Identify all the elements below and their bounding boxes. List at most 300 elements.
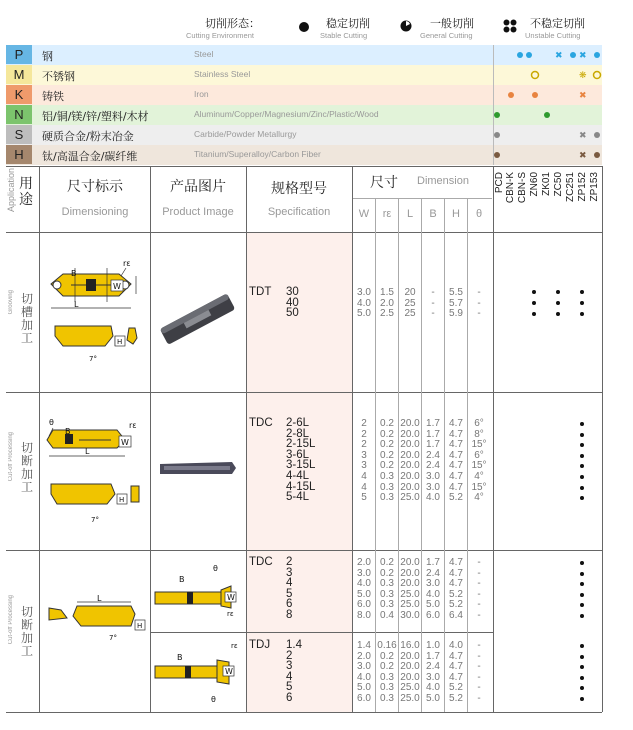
dimension-theta-column xyxy=(468,641,490,705)
dimension-value: 1.7 xyxy=(426,557,440,568)
spec-model: 3 xyxy=(286,566,293,579)
dimension-value: - xyxy=(477,661,481,673)
dimension-value: 4.0 xyxy=(426,492,440,504)
svg-text:✖: ✖ xyxy=(579,91,587,101)
dimensioning-en: Dimensioning xyxy=(61,206,129,218)
env-title: 切削形态： xyxy=(205,17,260,30)
dimension-value: 0.2 xyxy=(380,449,394,461)
label-re: rε xyxy=(231,642,238,650)
dimension-value: 0.2 xyxy=(380,557,394,568)
cutoff-insert-drawing xyxy=(41,410,149,540)
dimension-value: 3.0 xyxy=(426,481,440,493)
material-en: Steel xyxy=(194,49,214,59)
grade-zc251: ZC251 xyxy=(565,172,576,203)
dimension-value: 5.0 xyxy=(426,692,440,704)
label-theta: θ xyxy=(211,695,216,704)
dimension-value: 0.2 xyxy=(380,650,394,662)
dimension-value: 20.0 xyxy=(400,557,420,568)
dimension-value: - xyxy=(431,308,435,320)
dimension-b-column xyxy=(422,641,444,705)
dimensioning-cn: 尺寸标示 xyxy=(67,179,123,195)
specification-cn: 规格型号 xyxy=(271,181,327,197)
grade-available-dot xyxy=(580,614,584,618)
dimension-theta-column xyxy=(468,288,490,320)
dimension-value: 4° xyxy=(474,492,484,504)
dimension-value: 4.7 xyxy=(449,481,463,493)
dimension-value: 0.16 xyxy=(377,640,397,651)
dimension-value: 5.2 xyxy=(449,692,463,704)
dimension-value: 5.0 xyxy=(357,588,371,600)
section-en: Cut-off Processing xyxy=(8,432,14,482)
material-cn: 硬质合金/粉末冶金 xyxy=(42,130,134,143)
label-angle: 7° xyxy=(91,516,99,524)
dimension-value: 6.0 xyxy=(357,692,371,704)
dimension-value: 8.0 xyxy=(357,609,371,621)
material-letter: H xyxy=(6,145,32,164)
dimension-value: - xyxy=(477,692,481,704)
dimension-value: - xyxy=(477,297,481,309)
spec-model: 6 xyxy=(286,691,293,704)
material-en: Aluminum/Copper/Magnesium/Zinc/Plastic/Wood xyxy=(194,109,379,119)
grade-zn60: ZN60 xyxy=(529,172,540,197)
dimension-value: 0.3 xyxy=(380,492,394,504)
dimension-value: - xyxy=(431,287,435,298)
dimension-value: 20.0 xyxy=(400,650,420,662)
dimension-value: 1.7 xyxy=(426,650,440,662)
grade-available-dot xyxy=(580,290,584,294)
grade-cbn-k: CBN-K xyxy=(505,172,516,204)
env-stable: 稳定切削 xyxy=(326,17,370,30)
label-re: rε xyxy=(129,421,137,430)
dimension-value: 25.0 xyxy=(400,492,420,504)
dimension-value: 5.2 xyxy=(449,599,463,611)
dimension-h-column xyxy=(445,641,467,705)
dimension-value: 4.7 xyxy=(449,470,463,482)
grade-zc50: ZC50 xyxy=(553,172,564,197)
dimension-value: 0.3 xyxy=(380,682,394,694)
label-theta: θ xyxy=(213,564,218,573)
dimension-value: 0.2 xyxy=(380,567,394,579)
dimension-value: 20.0 xyxy=(400,567,420,579)
dimension-value: 15° xyxy=(471,439,487,451)
dimension-value: 20.0 xyxy=(400,449,420,461)
label-b: B xyxy=(179,575,185,584)
dimension-value: 3.0 xyxy=(357,661,371,673)
product-image-cn: 产品图片 xyxy=(170,179,226,195)
material-letter: M xyxy=(6,65,32,84)
env-general: 一般切削 xyxy=(430,17,474,30)
label-l: L xyxy=(85,447,90,456)
env-stable-en: Stable Cutting xyxy=(320,31,368,40)
grade-available-dot xyxy=(532,290,536,294)
dimension-value: 3 xyxy=(361,460,367,472)
env-unstable: 不稳定切削 xyxy=(530,17,585,30)
grade-available-dot xyxy=(532,301,536,305)
dimension-w-column xyxy=(353,641,375,705)
dimension-w-column xyxy=(353,558,375,622)
col-b: B xyxy=(429,208,437,220)
dimension-value: 4.7 xyxy=(449,567,463,579)
grade-available-dot xyxy=(580,593,584,597)
env-unstable-en: Unstable Cutting xyxy=(525,31,581,40)
grade-available-dot xyxy=(532,312,536,316)
section-en: Grooving xyxy=(8,290,14,315)
dimension-value: 2.4 xyxy=(426,661,440,673)
dimension-value: 20.0 xyxy=(400,671,420,683)
spec-model: 8 xyxy=(286,608,293,621)
dimension-value: 4 xyxy=(361,470,367,482)
dimension-value: 0.4 xyxy=(380,609,394,621)
dimension-value: 15° xyxy=(471,481,487,493)
dimension-value: 4.7 xyxy=(449,578,463,590)
dimension-value: 5.0 xyxy=(357,682,371,694)
dimension-value: 2 xyxy=(361,428,367,440)
dimension-value: 1.7 xyxy=(426,439,440,451)
label-re: rε xyxy=(227,610,234,618)
dimension-value: 4.7 xyxy=(449,671,463,683)
tdc-product-image xyxy=(156,458,240,480)
grade-available-dot xyxy=(580,312,584,316)
dimension-value: 1.7 xyxy=(426,418,440,429)
dimension-value: 20.0 xyxy=(400,578,420,590)
dimension-value: - xyxy=(477,588,481,600)
spec-model: 3-15L xyxy=(286,459,316,472)
dimension-value: 0.2 xyxy=(380,460,394,472)
col-re: rε xyxy=(382,208,392,220)
col-h: H xyxy=(452,208,460,220)
dimension-value: 4.0 xyxy=(357,578,371,590)
grade-available-dot xyxy=(580,676,584,680)
cutoff-blade-drawing xyxy=(41,590,149,650)
dimension-value: 4.7 xyxy=(449,661,463,673)
material-cn: 钛/高温合金/碳纤维 xyxy=(42,150,138,163)
grade-zp152: ZP152 xyxy=(577,172,588,202)
col-l: L xyxy=(406,208,414,220)
label-w: W xyxy=(121,438,129,447)
grade-available-dot xyxy=(580,475,584,479)
dimension-value: 5.9 xyxy=(449,308,463,320)
dimension-value: 3.0 xyxy=(426,578,440,590)
dimension-value: 6.4 xyxy=(449,609,463,621)
dimension-re-column xyxy=(376,288,398,320)
material-letter: P xyxy=(6,45,32,64)
label-l: L xyxy=(97,594,102,603)
dimension-cn: 尺寸 xyxy=(370,175,398,191)
application-cn: 用途 xyxy=(19,176,33,208)
dimension-value: 4 xyxy=(361,481,367,493)
grid-line xyxy=(150,166,151,712)
label-w: W xyxy=(113,282,121,291)
dimension-value: 5.2 xyxy=(449,492,463,504)
product-image-en: Product Image xyxy=(162,206,234,218)
dimension-value: 0.3 xyxy=(380,470,394,482)
grade-available-dot xyxy=(580,686,584,690)
label-re: rε xyxy=(123,259,131,268)
dimension-value: 2.5 xyxy=(380,308,394,320)
material-en: Stainless Steel xyxy=(194,69,251,79)
dimension-value: 3.0 xyxy=(426,470,440,482)
label-angle: 7° xyxy=(109,634,117,642)
grooving-insert-drawing xyxy=(41,244,149,389)
dimension-value: - xyxy=(477,578,481,590)
unstable-cutting-icon xyxy=(503,19,517,33)
label-b: B xyxy=(65,427,71,436)
dimension-value: 2 xyxy=(361,418,367,429)
grid-line xyxy=(602,166,603,712)
dimension-w-column xyxy=(353,419,375,504)
dimension-re-column xyxy=(376,419,398,504)
grade-available-dot xyxy=(580,486,584,490)
spec-series: TDJ xyxy=(249,639,271,651)
dimension-re-column xyxy=(376,558,398,622)
dimension-value: 2.4 xyxy=(426,567,440,579)
dimension-value: 4.7 xyxy=(449,449,463,461)
dimension-value: 1.5 xyxy=(380,287,394,298)
label-h: H xyxy=(117,338,123,346)
stable-cutting-icon xyxy=(299,22,309,32)
dimension-value: 3.0 xyxy=(426,671,440,683)
dimension-value: - xyxy=(477,557,481,568)
grade-available-dot xyxy=(580,496,584,500)
dimension-theta-column xyxy=(468,558,490,622)
dimension-value: 16.0 xyxy=(400,640,420,651)
dimension-w-column xyxy=(353,288,375,320)
dimension-value: - xyxy=(477,567,481,579)
general-cutting-icon xyxy=(400,20,412,32)
material-en: Carbide/Powder Metallurgy xyxy=(194,129,297,139)
dimension-b-column xyxy=(422,419,444,504)
dimension-value: 25.0 xyxy=(400,692,420,704)
dimension-value: 0.3 xyxy=(380,578,394,590)
dimension-value: 25.0 xyxy=(400,588,420,600)
spec-models xyxy=(286,640,302,704)
spec-model: 5-4L xyxy=(286,491,310,504)
label-angle: 7° xyxy=(89,355,97,363)
dimension-value: - xyxy=(431,297,435,309)
svg-text:✖: ✖ xyxy=(555,51,563,61)
spec-model: 4-4L xyxy=(286,469,310,482)
spec-model: 4 xyxy=(286,577,293,590)
dimension-value: 5.2 xyxy=(449,682,463,694)
dimension-value: 0.3 xyxy=(380,692,394,704)
dimension-value: - xyxy=(477,671,481,683)
dimension-theta-column xyxy=(468,419,490,504)
grid-line xyxy=(493,166,494,712)
dimension-value: 4.7 xyxy=(449,439,463,451)
grade-available-dot xyxy=(580,644,584,648)
dimension-value: 3 xyxy=(361,449,367,461)
dimension-value: - xyxy=(477,287,481,298)
material-en: Titanium/Superalloy/Carbon Fiber xyxy=(194,149,321,159)
dimension-b-column xyxy=(422,288,444,320)
dimension-value: 1.4 xyxy=(357,640,371,651)
dimension-value: 2.0 xyxy=(357,557,371,568)
dimension-value: 2.0 xyxy=(357,650,371,662)
dimension-value: 3.0 xyxy=(357,287,371,298)
dimension-value: 4° xyxy=(474,470,484,482)
grade-available-dot xyxy=(580,422,584,426)
grade-available-dot xyxy=(580,665,584,669)
grade-available-dot xyxy=(580,561,584,565)
spec-series: TDT xyxy=(249,286,272,298)
material-en: Iron xyxy=(194,89,209,99)
spec-bg xyxy=(247,233,352,392)
grade-cbn-s: CBN-S xyxy=(517,172,528,204)
dimension-value: 4.0 xyxy=(426,682,440,694)
dimension-value: 4.0 xyxy=(449,640,463,651)
svg-text:✖: ✖ xyxy=(579,131,587,141)
grid-line xyxy=(6,712,602,713)
env-general-en: General Cutting xyxy=(420,31,473,40)
dimension-value: 5.7 xyxy=(449,297,463,309)
dimension-value: 25.0 xyxy=(400,599,420,611)
grade-available-dot xyxy=(580,301,584,305)
spec-model: 4-15L xyxy=(286,480,316,493)
dimension-value: - xyxy=(477,599,481,611)
col-theta: θ xyxy=(475,208,483,220)
dimension-value: 5.2 xyxy=(449,588,463,600)
dimension-l-column xyxy=(399,419,421,504)
dimension-value: - xyxy=(477,308,481,320)
dimension-value: - xyxy=(477,609,481,621)
dimension-value: 20.0 xyxy=(400,439,420,451)
grid-line xyxy=(352,198,492,199)
dimension-value: - xyxy=(477,640,481,651)
spec-model: 40 xyxy=(286,296,299,309)
section-en: Cut-off Processing xyxy=(8,595,14,645)
dimension-value: 5.0 xyxy=(426,599,440,611)
dimension-value: 5.5 xyxy=(449,287,463,298)
grade-available-dot xyxy=(580,582,584,586)
spec-models xyxy=(286,418,315,503)
spec-model: 4 xyxy=(286,670,293,683)
section-cn: 切断加工 xyxy=(20,605,33,658)
label-l: L xyxy=(74,300,79,309)
svg-text:✖: ✖ xyxy=(579,151,587,161)
grid-line xyxy=(39,166,40,712)
dimension-h-column xyxy=(445,419,467,504)
dimension-value: 1.7 xyxy=(426,428,440,440)
tdc-blade-insert-drawing xyxy=(151,560,246,626)
dimension-value: 4.7 xyxy=(449,460,463,472)
label-h: H xyxy=(137,622,143,630)
grade-pcd: PCD xyxy=(494,172,505,194)
spec-model: 5 xyxy=(286,587,293,600)
dimension-value: 0.3 xyxy=(380,671,394,683)
spec-model: 2 xyxy=(286,649,293,662)
material-letter: K xyxy=(6,85,32,104)
dimension-value: 2.4 xyxy=(426,460,440,472)
spec-model: 5 xyxy=(286,681,293,694)
dimension-value: - xyxy=(477,682,481,694)
dimension-value: 0.3 xyxy=(380,599,394,611)
spec-model: 2-15L xyxy=(286,438,316,451)
spec-model: 50 xyxy=(286,307,299,320)
dimension-value: 30.0 xyxy=(400,609,420,621)
grade-available-dot xyxy=(556,290,560,294)
spec-model: 3-6L xyxy=(286,448,310,461)
dimension-value: 2 xyxy=(361,439,367,451)
dimension-value: 4.7 xyxy=(449,418,463,429)
material-letter: S xyxy=(6,125,32,144)
dimension-value: 4.0 xyxy=(426,588,440,600)
dimension-value: 3.0 xyxy=(357,567,371,579)
dimension-value: 2.0 xyxy=(380,297,394,309)
grade-available-dot xyxy=(580,433,584,437)
env-title-en: Cutting Environment xyxy=(186,31,254,40)
grade-available-dot xyxy=(580,464,584,468)
dimension-value: - xyxy=(477,650,481,662)
grade-zk01: ZK01 xyxy=(541,172,552,196)
material-suitability-marks xyxy=(493,45,603,165)
dimension-value: 1.0 xyxy=(426,640,440,651)
dimension-value: 4.7 xyxy=(449,557,463,568)
section-cn: 切断加工 xyxy=(20,441,33,494)
material-cn: 钢 xyxy=(42,50,53,63)
spec-model: 3 xyxy=(286,660,293,673)
label-b: B xyxy=(71,269,77,278)
grade-available-dot xyxy=(580,655,584,659)
dimension-value: 20.0 xyxy=(400,661,420,673)
spec-models xyxy=(286,287,299,319)
grade-available-dot xyxy=(580,603,584,607)
dimension-value: 6.0 xyxy=(426,609,440,621)
dimension-value: 6° xyxy=(474,418,484,429)
dimension-value: 6.0 xyxy=(357,599,371,611)
tdj-insert-drawing xyxy=(151,638,246,708)
material-cn: 铝/铜/镁/锌/塑料/木材 xyxy=(42,110,149,123)
material-cn: 铸铁 xyxy=(42,90,64,103)
spec-model: 2 xyxy=(286,556,293,568)
label-w: W xyxy=(227,593,235,602)
dimension-value: 15° xyxy=(471,460,487,472)
dimension-value: 20 xyxy=(404,287,416,298)
dimension-value: 0.3 xyxy=(380,588,394,600)
grade-available-dot xyxy=(556,301,560,305)
label-theta: θ xyxy=(49,418,54,427)
dimension-value: 8° xyxy=(474,428,484,440)
grade-available-dot xyxy=(580,443,584,447)
section-cn: 切槽加工 xyxy=(20,292,33,345)
specification-en: Specification xyxy=(267,206,331,218)
svg-text:❋: ❋ xyxy=(579,71,587,81)
dimension-en: Dimension xyxy=(417,175,469,187)
dimension-value: 2.4 xyxy=(426,449,440,461)
spec-model: 2-8L xyxy=(286,427,310,440)
dimension-l-column xyxy=(399,558,421,622)
grade-available-dot xyxy=(580,697,584,701)
material-cn: 不锈钢 xyxy=(42,70,75,83)
dimension-value: 4.7 xyxy=(449,650,463,662)
dimension-value: 25 xyxy=(404,297,416,309)
label-b: B xyxy=(177,653,183,662)
grid-line xyxy=(6,166,602,167)
spec-models xyxy=(286,557,292,621)
spec-model: 1.4 xyxy=(286,639,302,651)
dimension-value: 5 xyxy=(361,492,367,504)
dimension-value: 4.0 xyxy=(357,671,371,683)
dimension-value: 0.2 xyxy=(380,439,394,451)
dimension-value: 20.0 xyxy=(400,460,420,472)
grade-zp153: ZP153 xyxy=(589,172,600,202)
dimension-value: 20.0 xyxy=(400,418,420,429)
dimension-value: 25.0 xyxy=(400,682,420,694)
dimension-h-column xyxy=(445,288,467,320)
grade-available-dot xyxy=(580,454,584,458)
dimension-value: 20.0 xyxy=(400,481,420,493)
dimension-h-column xyxy=(445,558,467,622)
spec-model: 30 xyxy=(286,286,299,298)
